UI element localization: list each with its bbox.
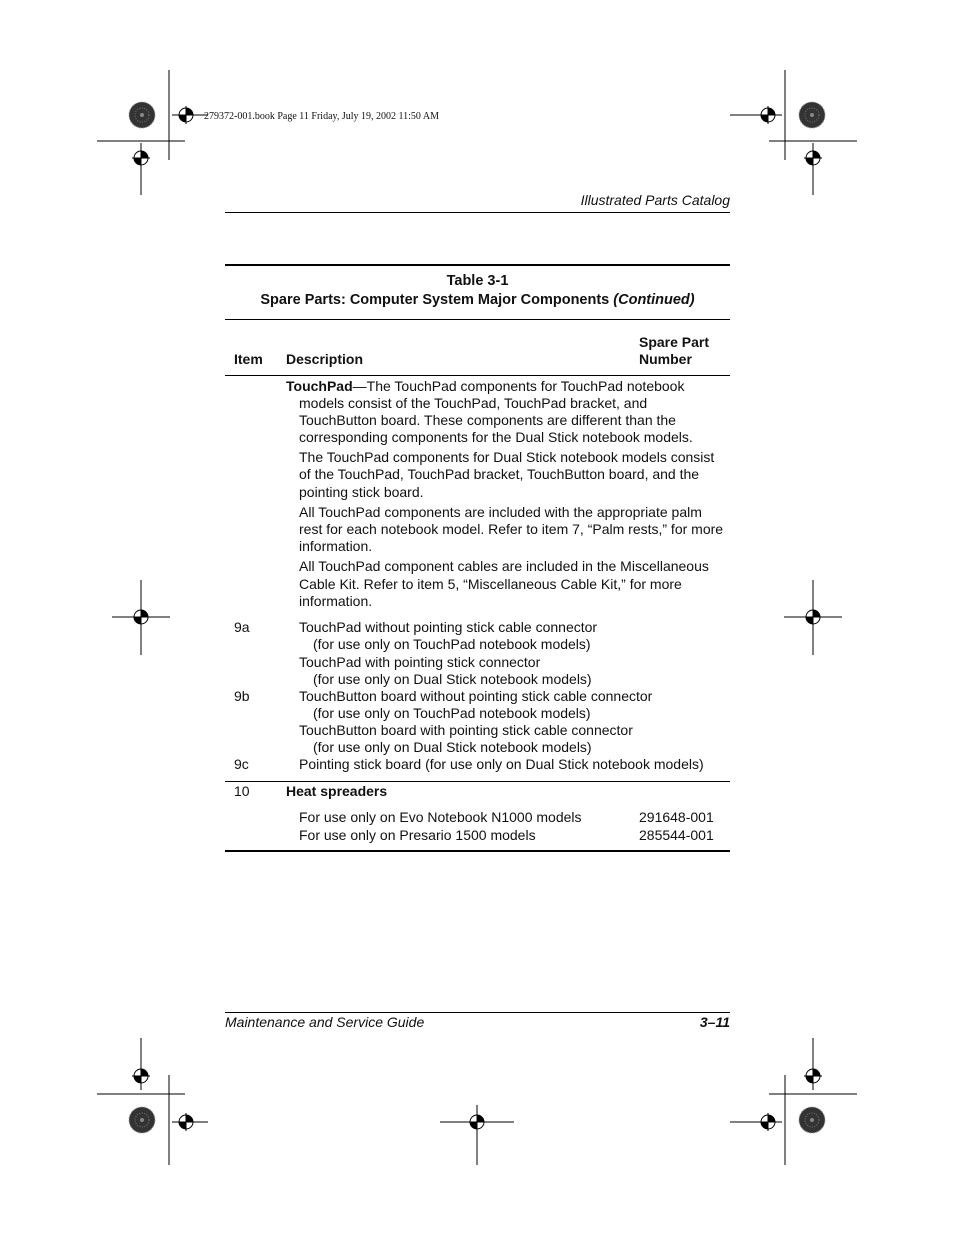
row-separator: [225, 781, 730, 782]
header-bottom-rule: [225, 375, 730, 376]
table-title-suffix: (Continued): [613, 292, 695, 308]
touchpad-intro-line3: TouchButton board. These components are different than the: [299, 412, 676, 428]
item-10-spare1-part-number: 291648-001: [639, 809, 714, 825]
touchpad-p4-line1: All TouchPad component cables are included in the Miscellaneous: [299, 558, 709, 574]
touchpad-p3-line1: All TouchPad components are included with the appropriate palm: [299, 504, 702, 520]
touchpad-p4-line2: Cable Kit. Refer to item 5, “Miscellaneous Cable Kit,” for more: [299, 576, 682, 592]
touchpad-p2-line1: The TouchPad components for Dual Stick notebook models consist: [299, 449, 715, 465]
item-9b-line1: TouchButton board without pointing stick cable connector: [299, 688, 653, 704]
table-number: Table 3-1: [446, 273, 509, 289]
header-rule: [225, 212, 730, 213]
touchpad-p2-line3: pointing stick board.: [299, 484, 424, 500]
running-head: Illustrated Parts Catalog: [580, 192, 730, 208]
column-header-item: Item: [234, 351, 263, 367]
table-caption: [225, 272, 730, 310]
touchpad-intro-line2: models consist of the TouchPad, TouchPad bracket, and: [299, 395, 648, 411]
touchpad-p3-line3: information.: [299, 538, 373, 554]
footer-title: Maintenance and Service Guide: [225, 1014, 425, 1030]
item-10-title: Heat spreaders: [286, 783, 388, 799]
caption-rule: [225, 319, 730, 320]
item-10-spare2-part-number: 285544-001: [639, 827, 714, 843]
touchpad-p4-line3: information.: [299, 593, 373, 609]
item-9a-line2: (for use only on TouchPad notebook models): [313, 636, 591, 652]
item-9c-line1: Pointing stick board (for use only on Dual Stick notebook models): [299, 756, 704, 772]
footer-rule: [225, 1012, 730, 1013]
touchpad-p2-line2: of the TouchPad, TouchPad bracket, TouchButton board, and the: [299, 466, 700, 482]
item-9a-line1: TouchPad without pointing stick cable connector: [299, 619, 598, 635]
print-slug: 279372-001.book Page 11 Friday, July 19, 2002 11:50 AM: [204, 111, 439, 122]
item-9b-line3: TouchButton board with pointing stick cable connector: [299, 722, 633, 738]
page-number: 3–11: [699, 1014, 730, 1030]
item-9a-line3: TouchPad with pointing stick connector: [299, 654, 541, 670]
column-header-spare-part-line2: Number: [639, 351, 692, 367]
column-header-description: Description: [286, 351, 364, 367]
touchpad-p3-line2: rest for each notebook model. Refer to item 7, “Palm rests,” for more: [299, 521, 724, 537]
item-9b-number: 9b: [234, 688, 250, 704]
item-9b-line4: (for use only on Dual Stick notebook models): [313, 739, 592, 755]
table-bottom-rule: [225, 850, 730, 852]
touchpad-intro-line1: [286, 378, 684, 395]
item-10-number: 10: [234, 783, 250, 799]
column-header-spare-part-line1: Spare Part: [639, 334, 710, 350]
item-9b-line2: (for use only on TouchPad notebook models): [313, 705, 591, 721]
column-header-spare-part-number: [639, 334, 709, 368]
item-9a-number: 9a: [234, 619, 250, 635]
item-9a-line4: (for use only on Dual Stick notebook models): [313, 671, 592, 687]
touchpad-term: TouchPad: [286, 378, 353, 394]
item-10-spare2-description: For use only on Presario 1500 models: [299, 827, 536, 843]
table-title-text: Spare Parts: Computer System Major Components: [260, 292, 610, 308]
item-9c-number: 9c: [234, 756, 249, 772]
table-top-rule: [225, 264, 730, 266]
item-10-spare1-description: For use only on Evo Notebook N1000 models: [299, 809, 582, 825]
touchpad-intro-text: —The TouchPad components for TouchPad notebook: [352, 378, 685, 394]
touchpad-intro-line4: corresponding components for the Dual Stick notebook models.: [299, 429, 693, 445]
table-title: [225, 291, 730, 310]
